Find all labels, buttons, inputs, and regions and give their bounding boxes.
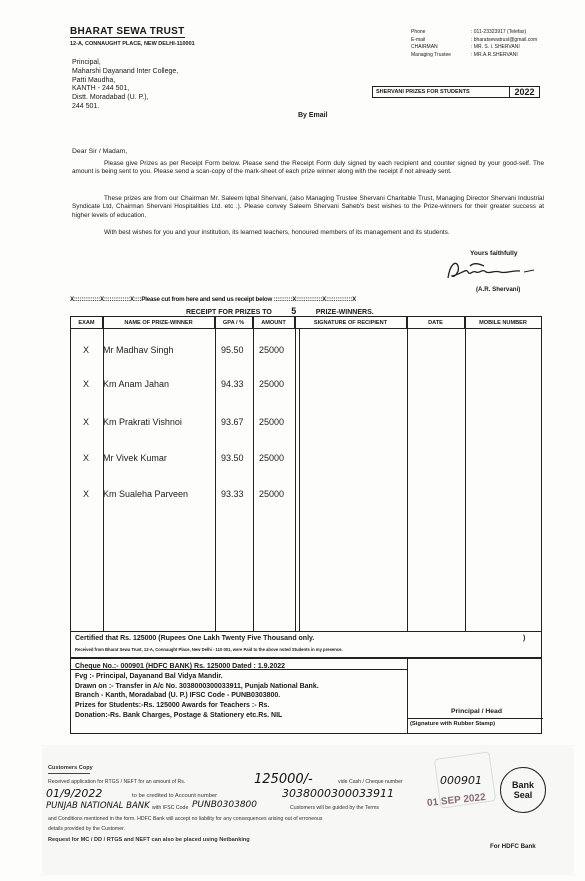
slip-line-3-end: Customers will be guided by the Terms bbox=[290, 805, 379, 811]
slip-line-3: with IFSC Code bbox=[152, 805, 189, 811]
handwritten-account-number: 3038000300033911 bbox=[282, 787, 394, 800]
col-date: DATE bbox=[407, 317, 465, 328]
rubber-stamp-label: (Signature with Rubber Stamp) bbox=[410, 721, 496, 727]
cheque-favouring-line: Fvg :- Principal, Dayanand Bal Vidya Mandir. bbox=[75, 672, 223, 680]
salutation: Dear Sir / Madam, bbox=[72, 148, 128, 155]
contact-email: E-mail : bharatsewatrust@gmail.com bbox=[411, 36, 538, 43]
seal-divider-line bbox=[407, 718, 543, 719]
bank-slip bbox=[42, 745, 574, 875]
signature-image bbox=[440, 256, 540, 284]
cheque-drawn-on-line: Drawn on :- Transfer in A/c No. 3038000300033911, Punjab National Bank. bbox=[75, 682, 319, 690]
letter-paragraph-2: These prizes are from our Chairman Mr. Saleem Iqbal Shervani, (also Managing Trustee Shervani Charitable Trust, Managing Director Shervani Industrial Syndicate Ltd, Chairman Shervani Hospitalities Ltd. etc .). Please convey Saleem Shervani Saheb's best wishes to the Prize-winners for their greater success at higher levels of education. bbox=[72, 195, 544, 219]
certified-close-paren: ) bbox=[523, 635, 526, 642]
principal-head-label: Principal / Head bbox=[451, 708, 502, 715]
prize-box-text: SHERVANI PRIZES FOR STUDENTS bbox=[376, 89, 470, 95]
signer-name: (A.R. Shervani) bbox=[476, 286, 521, 293]
column-divider bbox=[465, 317, 466, 631]
column-divider bbox=[407, 317, 408, 631]
column-divider bbox=[295, 317, 296, 631]
slip-line-6: Request for MC / DD / RTGS and NEFT can also be placed using Netbanking bbox=[48, 837, 250, 843]
cheque-prizes-line: Prizes for Students:-Rs. 125000 Awards for Teachers :- Rs. bbox=[75, 702, 270, 710]
contact-managing-trustee: Managing Trustee : MR.A.R.SHERVANI bbox=[411, 51, 518, 58]
handwritten-amount: 125000/- bbox=[254, 772, 313, 787]
cheque-number-line: Cheque No.:- 000901 (HDFC BANK) Rs. 125000 Dated : 1.9.2022 bbox=[75, 663, 286, 670]
trust-address: 12-A, CONNAUGHT PLACE, NEW DELHI-110001 bbox=[70, 41, 195, 47]
slip-line-1-mid: vide Cash / Cheque number bbox=[338, 779, 403, 785]
cheque-branch-line: Branch - Kanth, Moradabad (U. P.) IFSC Code - PUNB0303800. bbox=[75, 692, 281, 700]
closing: Yours faithfully bbox=[470, 250, 518, 257]
recipient-address: Principal, Maharshi Dayanand Inter College, Patti Maudha, KANTH - 244 501, Distt. Moradabad (U. P.), 244 501. bbox=[72, 59, 179, 110]
certified-amount-line: Certified that Rs. 125000 (Rupees One Lakh Twenty Five Thousand only. bbox=[75, 635, 315, 642]
for-hdfc-bank-label: For HDFC Bank bbox=[490, 843, 536, 850]
col-mobile: MOBILE NUMBER bbox=[479, 319, 527, 326]
contact-block bbox=[411, 29, 571, 59]
slip-line-5: details provided by the Customer. bbox=[48, 826, 125, 832]
prize-box-year: 2022 bbox=[509, 87, 539, 97]
prize-title-box bbox=[372, 86, 540, 98]
certified-received-line: Received from Bharat Sewa Trust, 12-A, Connaught Place, New Delhi - 110 001, were Paid to the above noted Students in my presence. bbox=[75, 647, 343, 652]
receipt-table: EXAM NAME OF PRIZE-WINNER GPA / % AMOUNT SIGNATURE OF RECIPIENT DATE MOBILE NUMBER X Mr Madhav Singh 95.50 25000 X Km Anam Jahan 94.33 25000 X Km Prakrati Vishnoi 93.67 25000 X Mr Vivek Kumar 93.50 25000 X Km Sualeha Parveen 93.33 25000 bbox=[70, 316, 542, 632]
handwritten-cheque-number: 000901 bbox=[440, 774, 482, 787]
handwritten-ifsc: PUNB0303800 bbox=[192, 800, 258, 810]
slip-line-4: and Conditions mentioned in the form. HDFC Bank will accept no liability for any consequences arising out of erroneous bbox=[48, 816, 323, 822]
letter-paragraph-1: Please give Prizes as per Receipt Form below. Please send the Receipt Form duly signed by each recipient and counter signed by your good-self. The amount is being sent to you. Please send a scan-copy of the mark-sheet of each prize winner along with the receipt if not already sent. bbox=[72, 160, 544, 176]
receipt-count: 5 bbox=[291, 306, 297, 316]
trust-name: BHARAT SEWA TRUST bbox=[70, 26, 185, 37]
certification-box bbox=[70, 632, 542, 658]
column-divider bbox=[103, 317, 104, 631]
cheque-lines bbox=[75, 662, 405, 721]
col-signature: SIGNATURE OF RECIPIENT bbox=[295, 317, 407, 328]
receipt-title: RECEIPT FOR PRIZES TO 5 PRIZE-WINNERS. bbox=[186, 306, 374, 316]
slip-line-1: Received application for RTGS / NEFT for an amount of Rs. bbox=[48, 779, 186, 785]
letter-paragraph-3: With best wishes for you and your institution, its learned teachers, honoured members of its management and its students. bbox=[104, 229, 450, 236]
handwritten-date: 01/9/2022 bbox=[46, 787, 103, 800]
column-divider bbox=[253, 317, 254, 631]
contact-chairman: CHAIRMAN : MR. S. I. SHERVANI bbox=[411, 44, 520, 51]
col-name: NAME OF PRIZE-WINNER bbox=[103, 317, 215, 328]
col-gpa: GPA / % bbox=[215, 317, 253, 328]
cheque-donation-line: Donation:-Rs. Bank Charges, Postage & Stationery etc.Rs. NIL bbox=[75, 711, 283, 719]
bank-seal-circle: Bank Seal bbox=[500, 767, 546, 813]
column-divider bbox=[299, 329, 300, 631]
handwritten-bank-name: PUNJAB NATIONAL BANK bbox=[46, 801, 150, 811]
contact-phone: Phone : 011-23323917 (Telefax) bbox=[411, 29, 527, 35]
slip-title: Customers Copy bbox=[48, 765, 93, 771]
cheque-vertical-divider bbox=[407, 659, 408, 733]
cheque-details-box bbox=[70, 658, 542, 734]
cut-line: X::::::::::::::X::::::::::::::X::::Please cut from here and send us receipt below ::::::::::X::::::::::::::X::::::::::::::X bbox=[70, 296, 357, 303]
col-exam: EXAM bbox=[71, 317, 103, 328]
date-stamp: 01 SEP 2022 bbox=[426, 791, 487, 810]
slip-title-underline bbox=[48, 773, 90, 774]
slip-line-2: to be credited to Account number bbox=[132, 793, 218, 799]
by-email-label: By Email bbox=[298, 112, 328, 119]
table-header bbox=[71, 317, 541, 329]
col-amount: AMOUNT bbox=[253, 317, 295, 328]
column-divider bbox=[215, 317, 216, 631]
